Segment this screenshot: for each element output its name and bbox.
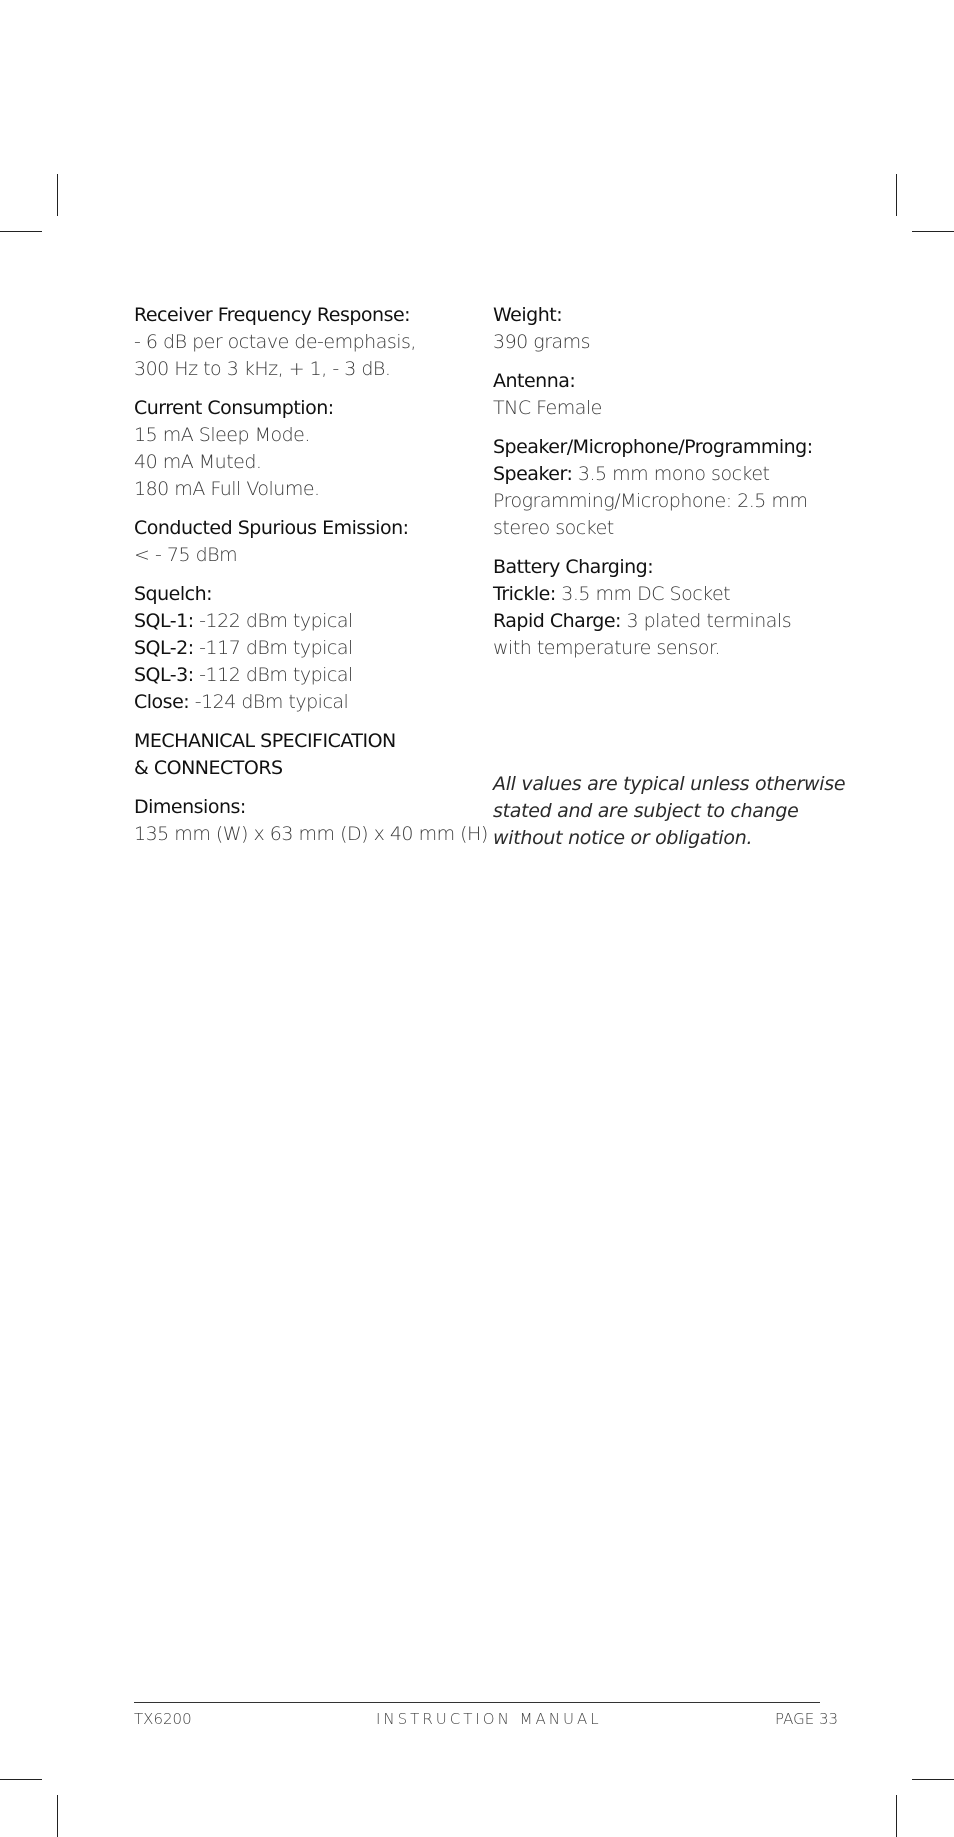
crop-mark-bottom-left-horizontal — [0, 1779, 42, 1780]
crop-mark-bottom-right-horizontal — [912, 1779, 954, 1780]
spec-value: -124 dBm typical — [189, 691, 349, 713]
spec-value: -122 dBm typical — [193, 610, 353, 632]
spec-label: SQL-1: — [134, 610, 194, 632]
spec-value: -112 dBm typical — [193, 664, 353, 686]
spec-line: Programming/Microphone: 2.5 mm — [493, 490, 808, 512]
section-heading: Battery Charging: — [493, 556, 654, 578]
trickle-item — [493, 581, 833, 608]
section-heading: Dimensions: — [134, 796, 246, 818]
section-heading: Squelch: — [134, 583, 213, 605]
spec-line: 180 mA Full Volume. — [134, 478, 320, 500]
dimensions-section — [134, 794, 488, 848]
note-line: stated and are subject to change — [493, 800, 799, 822]
footer-page-number: PAGE 33 — [775, 1710, 839, 1728]
receiver-frequency-response-section — [134, 302, 474, 383]
crop-mark-top-left-horizontal — [0, 231, 42, 232]
spec-label: SQL-3: — [134, 664, 194, 686]
section-title: & CONNECTORS — [134, 757, 283, 779]
spec-label: Close: — [134, 691, 190, 713]
spec-line: 40 mA Muted. — [134, 451, 262, 473]
squelch-item — [134, 689, 474, 716]
squelch-section — [134, 581, 474, 716]
crop-mark-top-left-vertical — [57, 174, 58, 216]
section-title: MECHANICAL SPECIFICATION — [134, 730, 396, 752]
note-line: without notice or obligation. — [493, 827, 753, 849]
rapid-charge-item — [493, 608, 833, 635]
footer-model: TX6200 — [134, 1710, 192, 1728]
spec-line: stereo socket — [493, 517, 614, 539]
spec-label: Rapid Charge: — [493, 610, 621, 632]
spec-line: 300 Hz to 3 kHz, + 1, - 3 dB. — [134, 358, 391, 380]
section-heading: Weight: — [493, 304, 563, 326]
crop-mark-bottom-right-vertical — [896, 1795, 897, 1837]
footer-title: INSTRUCTION MANUAL — [376, 1710, 602, 1728]
spec-label: Speaker: — [493, 463, 573, 485]
spec-line: - 6 dB per octave de-emphasis, — [134, 331, 416, 353]
footer-rule — [134, 1702, 820, 1703]
speaker-microphone-section — [493, 434, 833, 542]
spec-line: 390 grams — [493, 331, 591, 353]
note-line: All values are typical unless otherwise — [493, 773, 846, 795]
antenna-section — [493, 368, 833, 422]
disclaimer-note — [493, 771, 846, 852]
speaker-item — [493, 461, 833, 488]
spec-line: with temperature sensor. — [493, 637, 721, 659]
spec-value: 3.5 mm mono socket — [572, 463, 770, 485]
section-heading: Antenna: — [493, 370, 576, 392]
spec-label: SQL-2: — [134, 637, 194, 659]
spec-line: TNC Female — [493, 397, 602, 419]
right-column — [493, 302, 833, 674]
weight-section — [493, 302, 833, 356]
spec-line: < - 75 dBm — [134, 544, 238, 566]
spec-value: -117 dBm typical — [193, 637, 353, 659]
section-heading: Current Consumption: — [134, 397, 334, 419]
crop-mark-top-right-vertical — [896, 174, 897, 216]
conducted-spurious-emission-section — [134, 515, 474, 569]
section-heading: Conducted Spurious Emission: — [134, 517, 409, 539]
mechanical-specification-heading — [134, 728, 474, 782]
spec-label: Trickle: — [493, 583, 556, 605]
squelch-item — [134, 662, 474, 689]
section-heading: Receiver Frequency Response: — [134, 304, 411, 326]
current-consumption-section — [134, 395, 474, 503]
squelch-item — [134, 608, 474, 635]
spec-line: 135 mm (W) x 63 mm (D) x 40 mm (H) — [134, 823, 488, 845]
crop-mark-top-right-horizontal — [912, 231, 954, 232]
battery-charging-section — [493, 554, 833, 662]
crop-mark-bottom-left-vertical — [57, 1795, 58, 1837]
spec-value: 3 plated terminals — [620, 610, 792, 632]
section-heading: Speaker/Microphone/Programming: — [493, 436, 813, 458]
spec-line: 15 mA Sleep Mode. — [134, 424, 310, 446]
left-column — [134, 302, 488, 860]
squelch-item — [134, 635, 474, 662]
spec-value: 3.5 mm DC Socket — [555, 583, 731, 605]
